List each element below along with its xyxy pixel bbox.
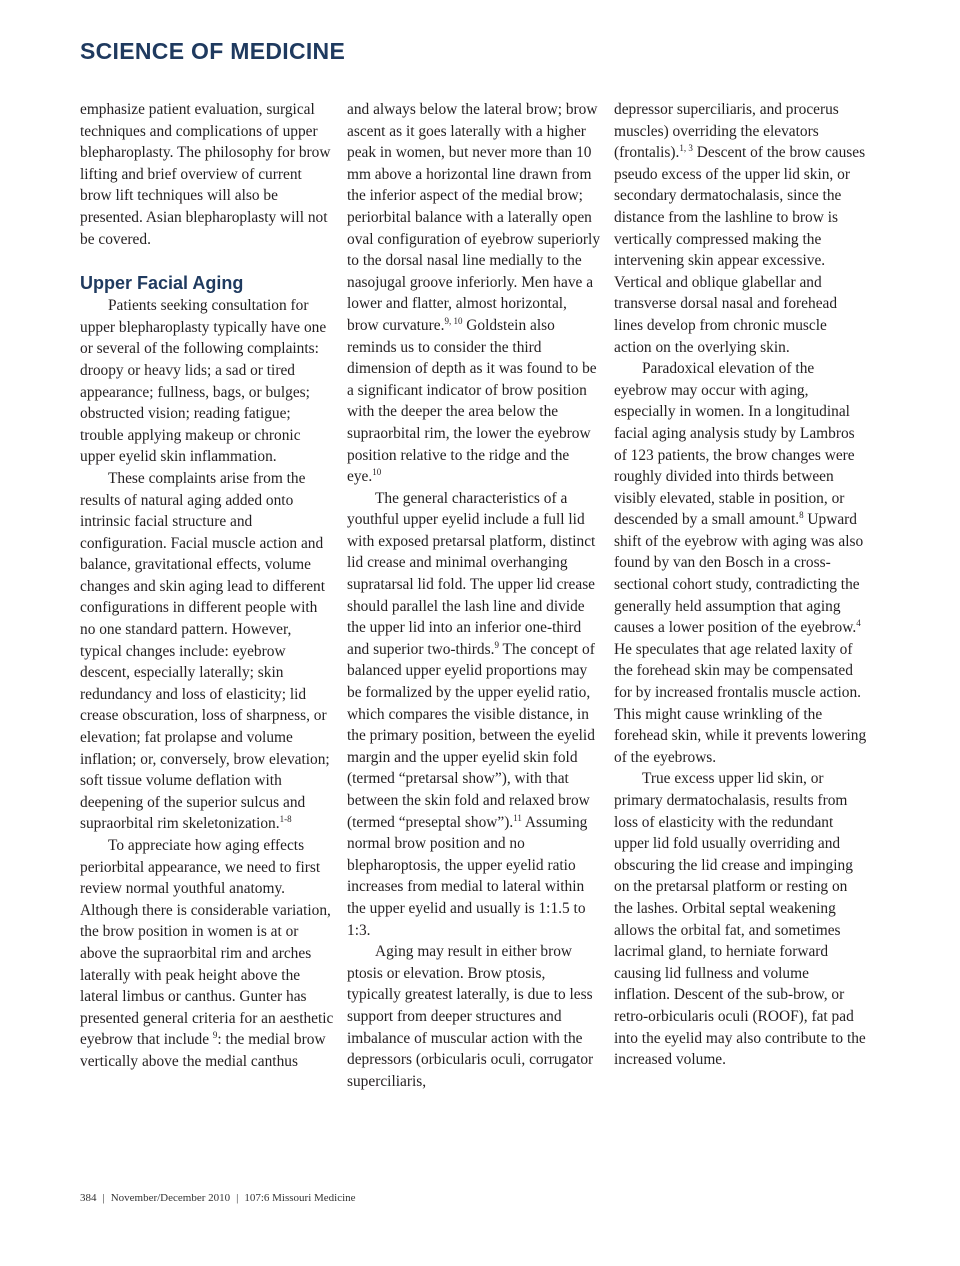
citation-ref: 10 — [372, 467, 382, 478]
text: These complaints arise from the results of natural aging added onto intrinsic facial structure and configuration. Facial muscle action and balance, gravitational effects, volume changes and skin aging lead to different configurations in different people with no one standard pattern. However, typical changes include: eyebrow descent, especially laterally; skin redundancy and loss of elasticity; lid crease obscuration, loss of sharpness, or elevation; fat prolapse and volume inflation; or, conversely, brow elevation; soft tissue volume deflation with deepening of the superior sulcus and supraorbital rim skeletonization. — [80, 469, 330, 833]
page-number: 384 — [80, 1192, 97, 1204]
issue-date: November/December 2010 — [110, 1192, 231, 1204]
text: : the medial brow vertically above the medial canthus — [80, 1031, 326, 1070]
text: Upward shift of the eyebrow with aging was also found by van den Bosch in a cross-sectional cohort study, contradicting the generally held assumption that aging causes a lower position of the eyebrow. — [614, 511, 864, 637]
text: Descent of the brow causes pseudo excess of the upper lid skin, or secondary dermatochalasis, since the distance from the lashline to brow is vertically compressed making the intervening skin appear excessive. Vertical and oblique glabellar and transverse dorsal nasal and forehead lines develop from chronic muscle action on the overlying skin. — [614, 144, 866, 356]
text: Goldstein also reminds us to consider the third dimension of depth as it was found to be a significant indicator of brow position with the deeper the area below the supraorbital rim, the lower the eyebrow position relative to the ridge and the eye. — [347, 316, 597, 486]
paragraph: Patients seeking consultation for upper blepharoplasty typically have one or several of the following complaints: droopy or heavy lids; a sad or tired appearance; fullness, bags, or bulges; obstructed vision; reading fatigue; trouble applying makeup or chronic upper eyelid skin inflammation. — [80, 297, 327, 466]
footer-divider: | — [236, 1192, 239, 1204]
citation-ref: 1, 3 — [679, 143, 693, 154]
paragraph: Aging may result in either brow ptosis or elevation. Brow ptosis, typically greatest laterally, is due to less support from deeper structures and imbalance of muscular action with the depressors (orbicularis oculi, corrugator superciliaris, — [347, 943, 594, 1090]
page-footer — [80, 1192, 356, 1204]
paragraph — [347, 488, 600, 941]
section-heading: Upper Facial Aging — [80, 273, 244, 294]
citation-ref: 1-8 — [279, 814, 292, 825]
text: He speculates that age related laxity of the forehead skin may be compensated for by increased frontalis muscle action. This might cause wrinkling of the forehead skin, while it prevents lowering of the eyebrows. — [614, 640, 867, 766]
citation-ref: 9, 10 — [444, 315, 463, 326]
paragraph — [614, 358, 868, 768]
column-3 — [614, 99, 868, 1071]
citation-ref: 9 — [494, 639, 499, 650]
paragraph: emphasize patient evaluation, surgical techniques and complications of upper blepharoplasty. The philosophy for brow lifting and brief overview of current brow lift techniques will also be presented. Asian blepharoplasty will not be covered. — [80, 101, 331, 248]
section-title: SCIENCE OF MEDICINE — [80, 38, 346, 64]
text: and always below the lateral brow; brow ascent as it goes laterally with a higher peak in women, but never more than 10 mm above a horizontal line drawn from the inferior aspect of the medial brow; periorbital balance with a laterally open oval configuration of eyebrow superiorly to the dorsal nasal line medially to the nasojugal groove inferiorly. Men have a lower and flatter, almost horizontal, brow curvature. — [347, 101, 601, 334]
citation-ref: 4 — [856, 618, 861, 629]
paragraph — [347, 99, 600, 488]
column-1 — [80, 99, 335, 1073]
text: The concept of balanced upper eyelid proportions may be formalized by the upper eyelid ratio, which compares the visible distance, in the primary position, between the eyelid margin and the upper eyelid skin fold (termed “pretarsal show”), with that between the skin fold and relaxed brow (termed “preseptal show”). — [347, 640, 595, 831]
text: To appreciate how aging effects periorbital appearance, we need to first review normal youthful anatomy. Although there is considerable variation, the brow position in women is at or above the supraorbital rim and arches laterally with peak height above the lateral limbus or canthus. Gunter has presented general criteria for an aesthetic eyebrow that include — [80, 837, 334, 1049]
citation-ref: 8 — [799, 510, 804, 521]
text: Paradoxical elevation of the eyebrow may occur with aging, especially in women. In a longitudinal facial aging analysis study by Lambros of 123 patients, the brow changes were roughly divided into thirds between visibly elevated, stable in position, or descended by a small amount. — [614, 360, 855, 529]
paragraph: True excess upper lid skin, or primary dermatochalasis, results from loss of elasticity with the redundant upper lid fold usually overriding and obscuring the lid crease and impinging on the pretarsal platform or resting on the lashes. Orbital septal weakening allows the orbital fat, and sometimes lacrimal gland, to herniate forward causing lid fullness and volume inflation. Descent of the sub-brow, or retro-orbicularis oculi (ROOF), fat pad into the eyelid may also contribute to the increased volume. — [614, 770, 866, 1069]
paragraph — [614, 99, 868, 358]
text: The general characteristics of a youthful upper eyelid include a full lid with exposed pretarsal platform, distinct lid crease and minimal overhanging supratarsal lid fold. The upper lid crease should parallel the lash line and divide the upper lid into an inferior one-third and superior two-thirds. — [347, 489, 596, 658]
journal-name: 107:6 Missouri Medicine — [244, 1192, 356, 1204]
citation-ref: 11 — [513, 812, 522, 823]
footer-divider: | — [102, 1192, 105, 1204]
text: Assuming normal brow position and no blepharoptosis, the upper eyelid ratio increases from medial to lateral within the upper eyelid and usually is 1:1.5 to 1:3. — [347, 813, 588, 939]
citation-ref: 9 — [212, 1030, 218, 1041]
paragraph — [80, 468, 335, 835]
column-2 — [347, 99, 600, 1092]
text: depressor superciliaris, and procerus muscles) overriding the elevators (frontalis). — [614, 101, 839, 162]
paragraph — [80, 835, 335, 1073]
